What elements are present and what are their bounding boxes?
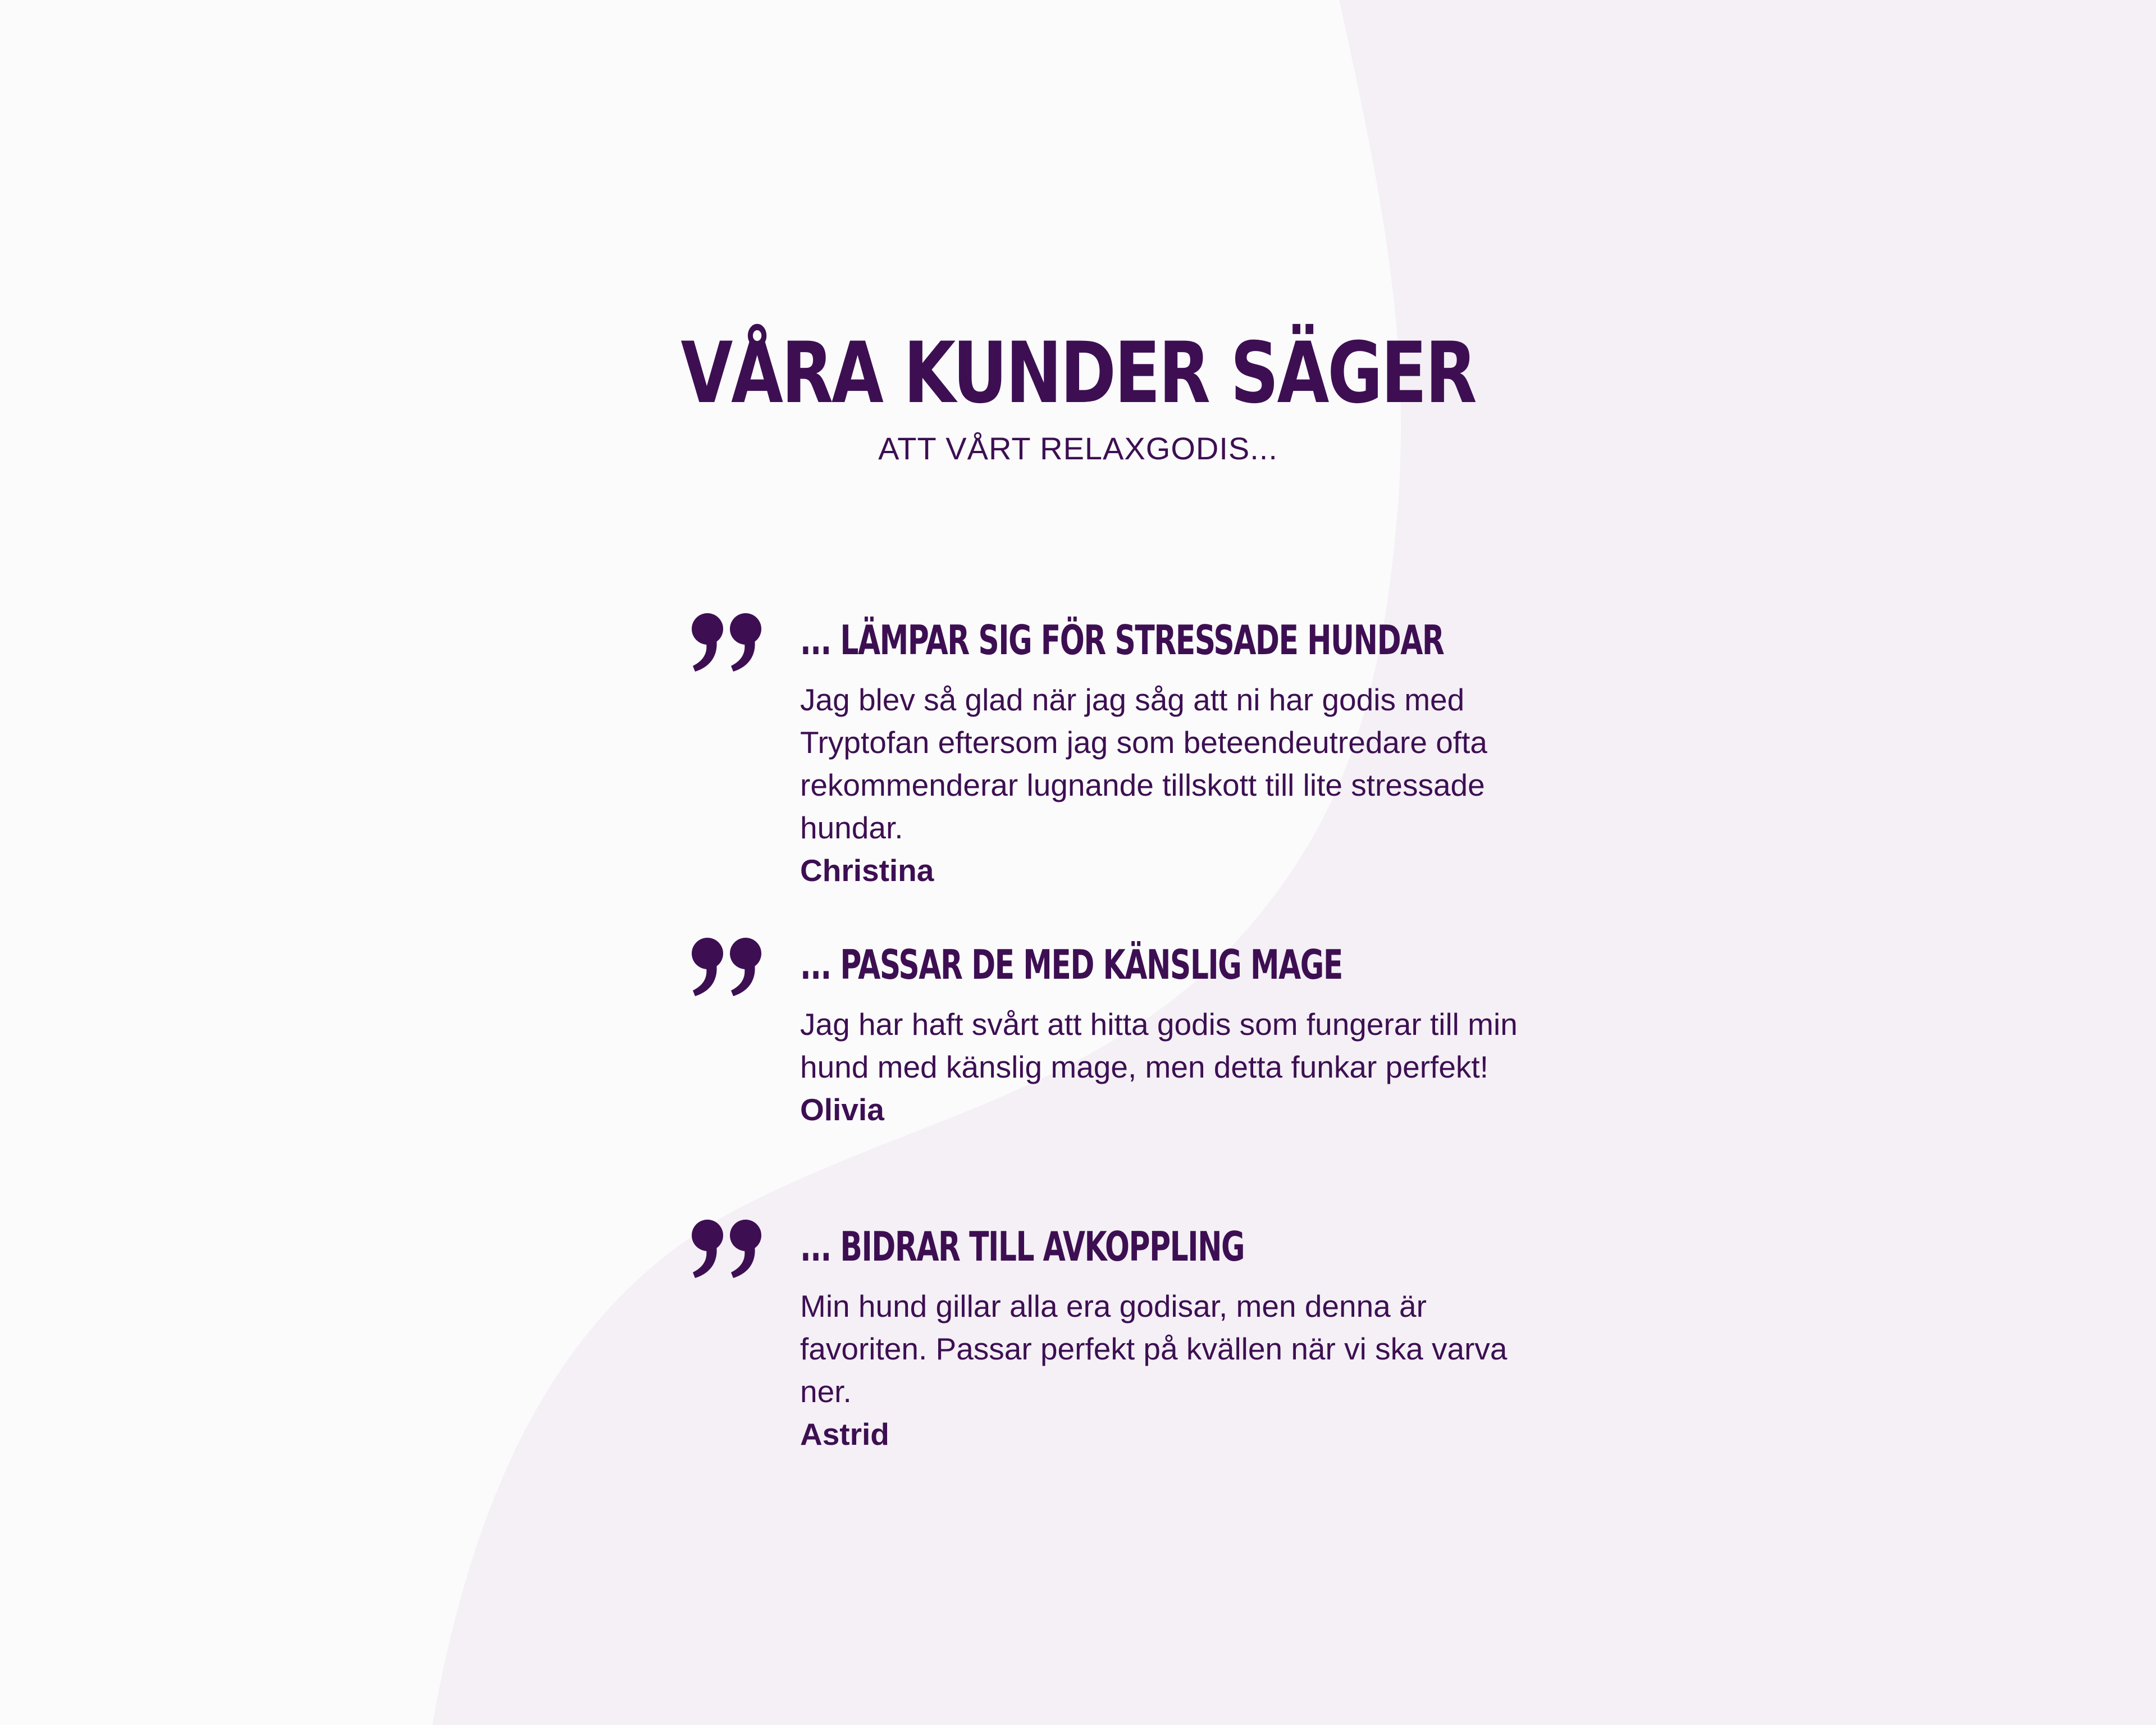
testimonial-title: ... PASSAR DE MED KÄNSLIG MAGE (800, 941, 1342, 988)
quote-icon (691, 612, 764, 674)
testimonial-text: Jag har haft svårt att hitta godis som fungerar till min hund med känslig mage, men detta funkar perfekt! (800, 1007, 1518, 1084)
testimonial-text: Min hund gillar alla era godisar, men denna är favoriten. Passar perfekt på kvällen när vi ska varva ner. (800, 1289, 1508, 1409)
testimonial-title: ... BIDRAR TILL AVKOPPLING (800, 1223, 1245, 1270)
testimonial-title: ... LÄMPAR SIG FÖR STRESSADE HUNDAR (800, 617, 1444, 664)
section-subtitle: ATT VÅRT RELAXGODIS... (878, 431, 1278, 466)
quote-icon (691, 937, 764, 998)
quote-icon (691, 1219, 764, 1280)
section-title: VÅRA KUNDER SÄGER (680, 325, 1476, 422)
testimonial-author: Christina (800, 853, 934, 888)
testimonial-author: Astrid (800, 1417, 889, 1452)
testimonial-text: Jag blev så glad när jag såg att ni har godis med Tryptofan eftersom jag som beteendeutredare ofta rekommenderar lugnande tillskott till lite stressade hundar. (800, 682, 1487, 845)
testimonial-author: Olivia (800, 1092, 884, 1127)
